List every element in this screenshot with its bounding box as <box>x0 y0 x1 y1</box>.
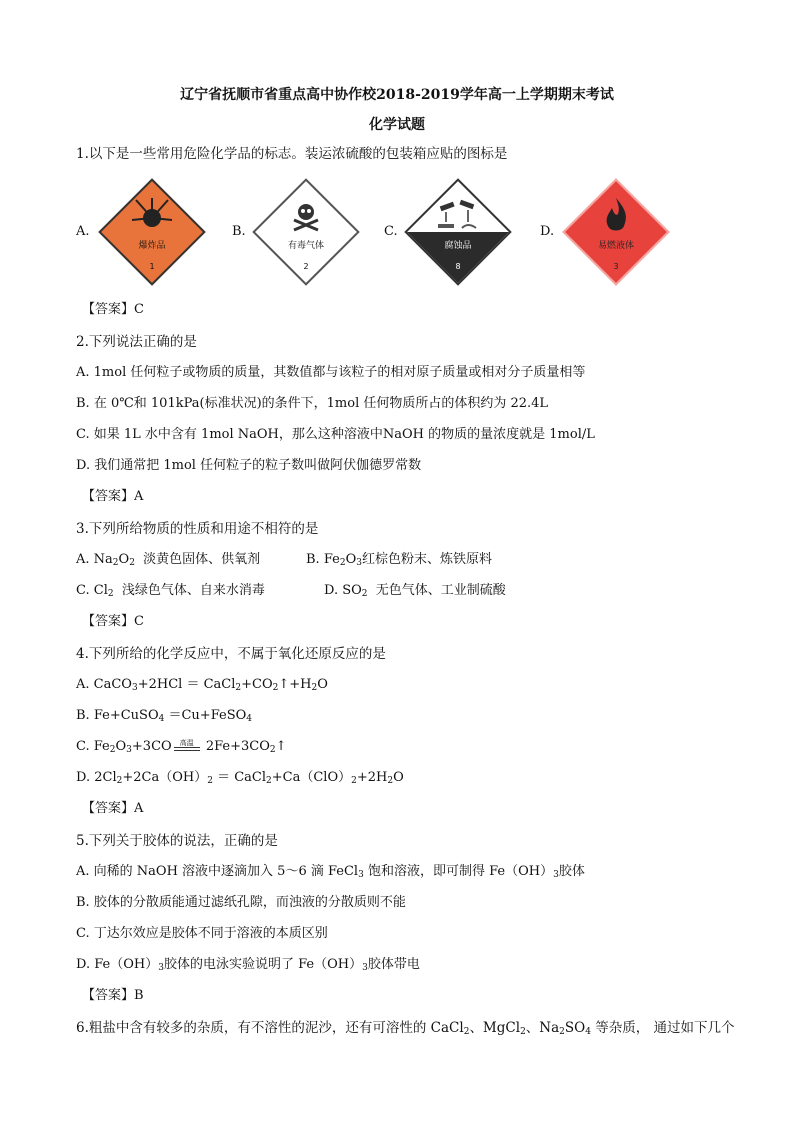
q2-option-b: B. 在 0℃和 101kPa(标准状况)的条件下，1mol 任何物质所占的体积约为 22.4L <box>76 396 549 411</box>
q2-answer: 【答案】A <box>82 489 144 504</box>
corrosive-icon <box>402 176 514 288</box>
toxic-gas-sign <box>250 176 362 288</box>
q5-option-b: B. 胶体的分散质能通过滤纸孔隙，而浊液的分散质则不能 <box>76 895 406 910</box>
q3-option-d: D. $SO_2$ 无色气体、工业制硫酸 <box>324 583 506 599</box>
document-subtitle: 化学试题 <box>369 117 425 133</box>
q1-stem: 1.以下是一些常用危险化学品的标志。装运浓硫酸的包装箱应贴的图标是 <box>76 146 508 162</box>
q2-option-d: D. 我们通常把 1mol 任何粒子的粒子数叫做阿伏伽德罗常数 <box>76 458 422 473</box>
high-temp-condition: 高温 <box>172 740 202 754</box>
q5-option-a: A. 向稀的 NaOH 溶液中逐滴加入 5～6 滴 FeCl$_3$ 饱和溶液，即可制得 $Fe(OH)_3$胶体 <box>76 864 585 880</box>
q5-option-c: C. 丁达尔效应是胶体不同于溶液的本质区别 <box>76 926 328 941</box>
q1-answer: 【答案】C <box>82 302 144 317</box>
q3-option-c: C. $Cl_2$ 浅绿色气体、自来水消毒 <box>76 583 265 599</box>
q5-option-d: D. $Fe(OH)_3$胶体的电泳实验说明了 $Fe(OH)_3$胶体带电 <box>76 957 420 973</box>
q4-option-d: D. $2Cl_2+2Ca(OH)_2$ ＝ $CaCl_2+Ca(ClO)_2+2H_2O$ <box>76 770 404 786</box>
q4-option-b: B. Fe+CuSO$_4$ ＝Cu+FeSO$_4$ <box>76 708 252 724</box>
flammable-sign-number: 3 <box>613 262 619 271</box>
flammable-liquid-sign <box>560 176 672 288</box>
q1-option-a-label: A. <box>76 224 90 239</box>
q2-option-a: A. 1mol 任何粒子或物质的质量，其数值都与该粒子的相对原子质量或相对分子质量相等 <box>76 365 586 380</box>
q1-option-c-label: C. <box>384 224 398 239</box>
toxic-gas-sign-number: 2 <box>303 262 309 271</box>
q6-stem: 6.粗盐中含有较多的杂质，有不溶性的泥沙，还有可溶性的 CaCl$_2$、MgCl$_2$、$Na_2SO_4$ 等杂质， 通过如下几个 <box>76 1020 735 1037</box>
toxic-gas-sign-text: 有毒气体 <box>287 241 324 251</box>
q4-answer: 【答案】A <box>82 801 144 816</box>
q3-option-b: B. $Fe_2O_3$红棕色粉末、炼铁原料 <box>306 552 492 568</box>
flammable-sign-text: 易燃液体 <box>597 241 634 251</box>
q2-stem: 2.下列说法正确的是 <box>76 334 197 350</box>
corrosive-sign <box>402 176 514 288</box>
explosive-sign-text: 爆炸品 <box>138 241 166 251</box>
q2-option-c: C. 如果 1L 水中含有 1mol NaOH，那么这种溶液中NaOH 的物质的量浓度就是 1mol/L <box>76 427 595 442</box>
explosive-sign <box>96 176 208 288</box>
q3-option-a: A. $Na_2O_2$ 淡黄色固体、供氧剂 <box>76 552 261 568</box>
q4-option-a: A. CaCO$_3$+2HCl ＝ $CaCl_2+CO_2↑+H_2O$ <box>76 677 328 693</box>
document-title: 辽宁省抚顺市省重点高中协作校2018-2019学年高一上学期期末考试 <box>180 87 614 103</box>
q3-answer: 【答案】C <box>82 614 144 629</box>
q3-stem: 3.下列所给物质的性质和用途不相符的是 <box>76 521 319 537</box>
q1-option-d-label: D. <box>540 224 555 239</box>
q4-option-c: C. $Fe_2O_3+3CO$ 高温 $2Fe+3CO_2↑$ <box>76 738 287 755</box>
q4-stem: 4.下列所给的化学反应中，不属于氧化还原反应的是 <box>76 646 386 662</box>
explosive-sign-number: 1 <box>149 262 155 271</box>
explosion-icon <box>96 176 208 288</box>
skull-crossbones-icon <box>250 176 362 288</box>
q1-option-b-label: B. <box>232 224 246 239</box>
q5-stem: 5.下列关于胶体的说法，正确的是 <box>76 833 278 849</box>
corrosive-sign-number: 8 <box>455 262 461 271</box>
flame-icon <box>560 176 672 288</box>
corrosive-sign-text: 腐蚀品 <box>444 241 472 251</box>
q1-hazard-signs <box>0 176 794 288</box>
q5-answer: 【答案】B <box>82 988 144 1003</box>
